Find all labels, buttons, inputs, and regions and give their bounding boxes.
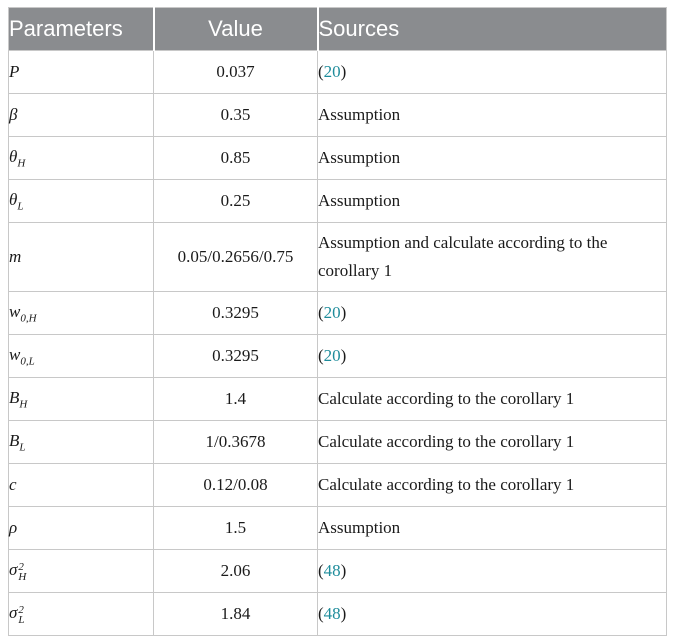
parameter-cell xyxy=(9,94,154,137)
source-cell xyxy=(318,550,667,593)
header-row xyxy=(9,8,667,51)
parameter-symbol: m xyxy=(9,247,22,266)
parameter-superscript: 2 xyxy=(18,560,24,573)
table-row xyxy=(9,51,667,94)
source-cell xyxy=(318,51,667,94)
parameter-subscript: L xyxy=(17,200,24,213)
value-cell: 0.05/0.2656/0.75 xyxy=(154,223,318,292)
parameter-symbol: θ xyxy=(9,146,18,166)
parameter-subscript: H xyxy=(17,157,26,170)
table-row xyxy=(9,223,667,292)
source-open: ( xyxy=(318,303,324,322)
citation-link[interactable]: 48 xyxy=(323,604,341,623)
source-open: ( xyxy=(318,561,324,580)
parameter-symbol: ρ xyxy=(9,518,18,537)
citation-link[interactable]: 20 xyxy=(323,346,341,365)
parameter-cell xyxy=(9,137,154,180)
value-cell: 2.06 xyxy=(154,550,318,593)
parameter-subscript: H xyxy=(19,398,28,411)
parameter-symbol: w xyxy=(9,301,21,321)
table-row xyxy=(9,507,667,550)
source-close: ) xyxy=(340,303,347,322)
parameter-subscript: H xyxy=(18,570,27,583)
parameter-subscript: L xyxy=(19,441,26,454)
parameter-superscript: 2 xyxy=(18,603,24,616)
parameter-cell xyxy=(9,421,154,464)
source-open: ( xyxy=(318,604,324,623)
parameter-cell xyxy=(9,223,154,292)
parameter-symbol: c xyxy=(9,475,17,494)
source-close: ) xyxy=(340,561,347,580)
value-cell: 0.3295 xyxy=(154,335,318,378)
value-cell: 1/0.3678 xyxy=(154,421,318,464)
parameter-symbol: P xyxy=(9,62,20,81)
source-close: ) xyxy=(340,346,347,365)
parameter-script-stack xyxy=(18,562,26,582)
parameter-cell xyxy=(9,378,154,421)
source-cell: Assumption xyxy=(318,507,667,550)
source-close: ) xyxy=(340,62,347,81)
source-cell xyxy=(318,292,667,335)
parameter-script-stack xyxy=(18,605,24,625)
source-cell: Assumption xyxy=(318,94,667,137)
table-row xyxy=(9,94,667,137)
header-parameters: Parameters xyxy=(9,8,154,51)
source-cell: Calculate according to the corollary 1 xyxy=(318,421,667,464)
parameter-symbol: θ xyxy=(9,189,18,209)
table-row xyxy=(9,137,667,180)
parameter-symbol: B xyxy=(9,430,20,450)
parameter-cell xyxy=(9,51,154,94)
source-open: ( xyxy=(318,346,324,365)
value-cell: 1.84 xyxy=(154,593,318,636)
header-value: Value xyxy=(154,8,318,51)
source-cell: Assumption xyxy=(318,180,667,223)
table-row xyxy=(9,292,667,335)
parameter-cell xyxy=(9,550,154,593)
source-cell xyxy=(318,335,667,378)
parameter-symbol: σ xyxy=(9,603,18,623)
source-close: ) xyxy=(340,604,347,623)
table-row xyxy=(9,378,667,421)
parameter-symbol: w xyxy=(9,344,21,364)
value-cell: 0.12/0.08 xyxy=(154,464,318,507)
parameter-cell xyxy=(9,335,154,378)
parameter-cell xyxy=(9,507,154,550)
header-sources: Sources xyxy=(318,8,667,51)
citation-link[interactable]: 20 xyxy=(323,303,341,322)
source-open: ( xyxy=(318,62,324,81)
value-cell: 0.35 xyxy=(154,94,318,137)
parameter-subscript: 0,L xyxy=(20,355,35,368)
parameter-symbol: σ xyxy=(9,560,18,580)
source-cell xyxy=(318,593,667,636)
parameter-symbol: B xyxy=(9,387,20,407)
value-cell: 0.85 xyxy=(154,137,318,180)
source-cell: Calculate according to the corollary 1 xyxy=(318,464,667,507)
table-row xyxy=(9,180,667,223)
value-cell: 0.25 xyxy=(154,180,318,223)
table-row xyxy=(9,421,667,464)
table-row xyxy=(9,335,667,378)
value-cell: 1.5 xyxy=(154,507,318,550)
value-cell: 0.3295 xyxy=(154,292,318,335)
value-cell: 1.4 xyxy=(154,378,318,421)
parameter-symbol: β xyxy=(9,105,18,124)
value-cell: 0.037 xyxy=(154,51,318,94)
parameter-cell xyxy=(9,292,154,335)
parameter-subscript: L xyxy=(18,613,25,626)
parameter-subscript: 0,H xyxy=(20,312,37,325)
source-cell: Assumption xyxy=(318,137,667,180)
table-row xyxy=(9,464,667,507)
source-cell: Assumption and calculate according to the corollary 1 xyxy=(318,223,667,292)
citation-link[interactable]: 20 xyxy=(323,62,341,81)
parameter-cell xyxy=(9,180,154,223)
table-row xyxy=(9,550,667,593)
citation-link[interactable]: 48 xyxy=(323,561,341,580)
parameters-table xyxy=(8,7,667,636)
parameter-cell xyxy=(9,593,154,636)
table-row xyxy=(9,593,667,636)
source-cell: Calculate according to the corollary 1 xyxy=(318,378,667,421)
parameter-cell xyxy=(9,464,154,507)
